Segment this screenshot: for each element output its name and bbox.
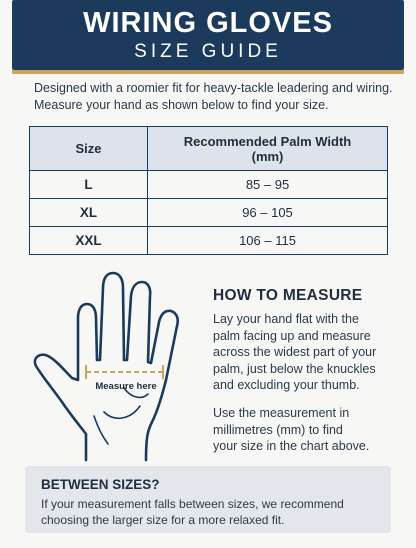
range-cell: 106 – 115 (148, 227, 388, 255)
between-sizes-note (25, 466, 391, 533)
table-row (30, 227, 388, 255)
paragraph-line: Use the measurement in (213, 406, 350, 420)
paragraph-line: palm, just below the knuckles (213, 361, 376, 376)
range-cell: 85 – 95 (148, 171, 388, 199)
column-header-size: Size (30, 127, 148, 171)
paragraph-line: palm facing up and measure (213, 328, 371, 343)
paragraph-line: Lay your hand flat with the (213, 312, 359, 326)
table-header-row (30, 127, 388, 171)
how-to-measure-heading: HOW TO MEASURE (213, 287, 363, 304)
size-cell: XL (30, 199, 148, 227)
header-accent-stripe (12, 70, 404, 74)
intro-line: Measure your hand as shown below to find your size. (34, 98, 329, 112)
measure-here-label: Measure here (95, 381, 157, 392)
note-line: If your measurement falls between sizes, we recommend (41, 497, 344, 511)
how-to-measure-paragraph-1 (213, 311, 403, 394)
size-cell: L (30, 171, 148, 199)
column-header-palm-width-line2: (mm) (251, 148, 284, 164)
intro-line: Designed with a roomier fit for heavy-tackle leadering and wiring. (34, 81, 393, 95)
column-header-palm-width-line1: Recommended Palm Width (183, 133, 352, 149)
column-header-palm-width (148, 127, 388, 171)
page-title: WIRING GLOVES (83, 7, 333, 39)
between-sizes-text (41, 496, 386, 528)
how-to-measure-paragraph-2 (213, 405, 403, 455)
range-cell: 96 – 105 (148, 199, 388, 227)
note-line: choosing the larger size for a more relaxed fit. (41, 513, 285, 527)
paragraph-line: across the widest part of your (213, 345, 377, 359)
page-subtitle: SIZE GUIDE (134, 41, 282, 62)
size-cell: XXL (30, 227, 148, 255)
table-row (30, 171, 388, 199)
table-row (30, 199, 388, 227)
size-table (29, 126, 388, 255)
paragraph-line: and excluding your thumb. (213, 378, 360, 392)
paragraph-line: millimetres (mm) to find (213, 422, 343, 437)
intro-text (34, 80, 393, 114)
header-banner (12, 0, 404, 70)
paragraph-line: your size in the chart above. (213, 439, 370, 453)
between-sizes-heading: BETWEEN SIZES? (41, 477, 160, 492)
hand-outline-icon (28, 268, 198, 468)
